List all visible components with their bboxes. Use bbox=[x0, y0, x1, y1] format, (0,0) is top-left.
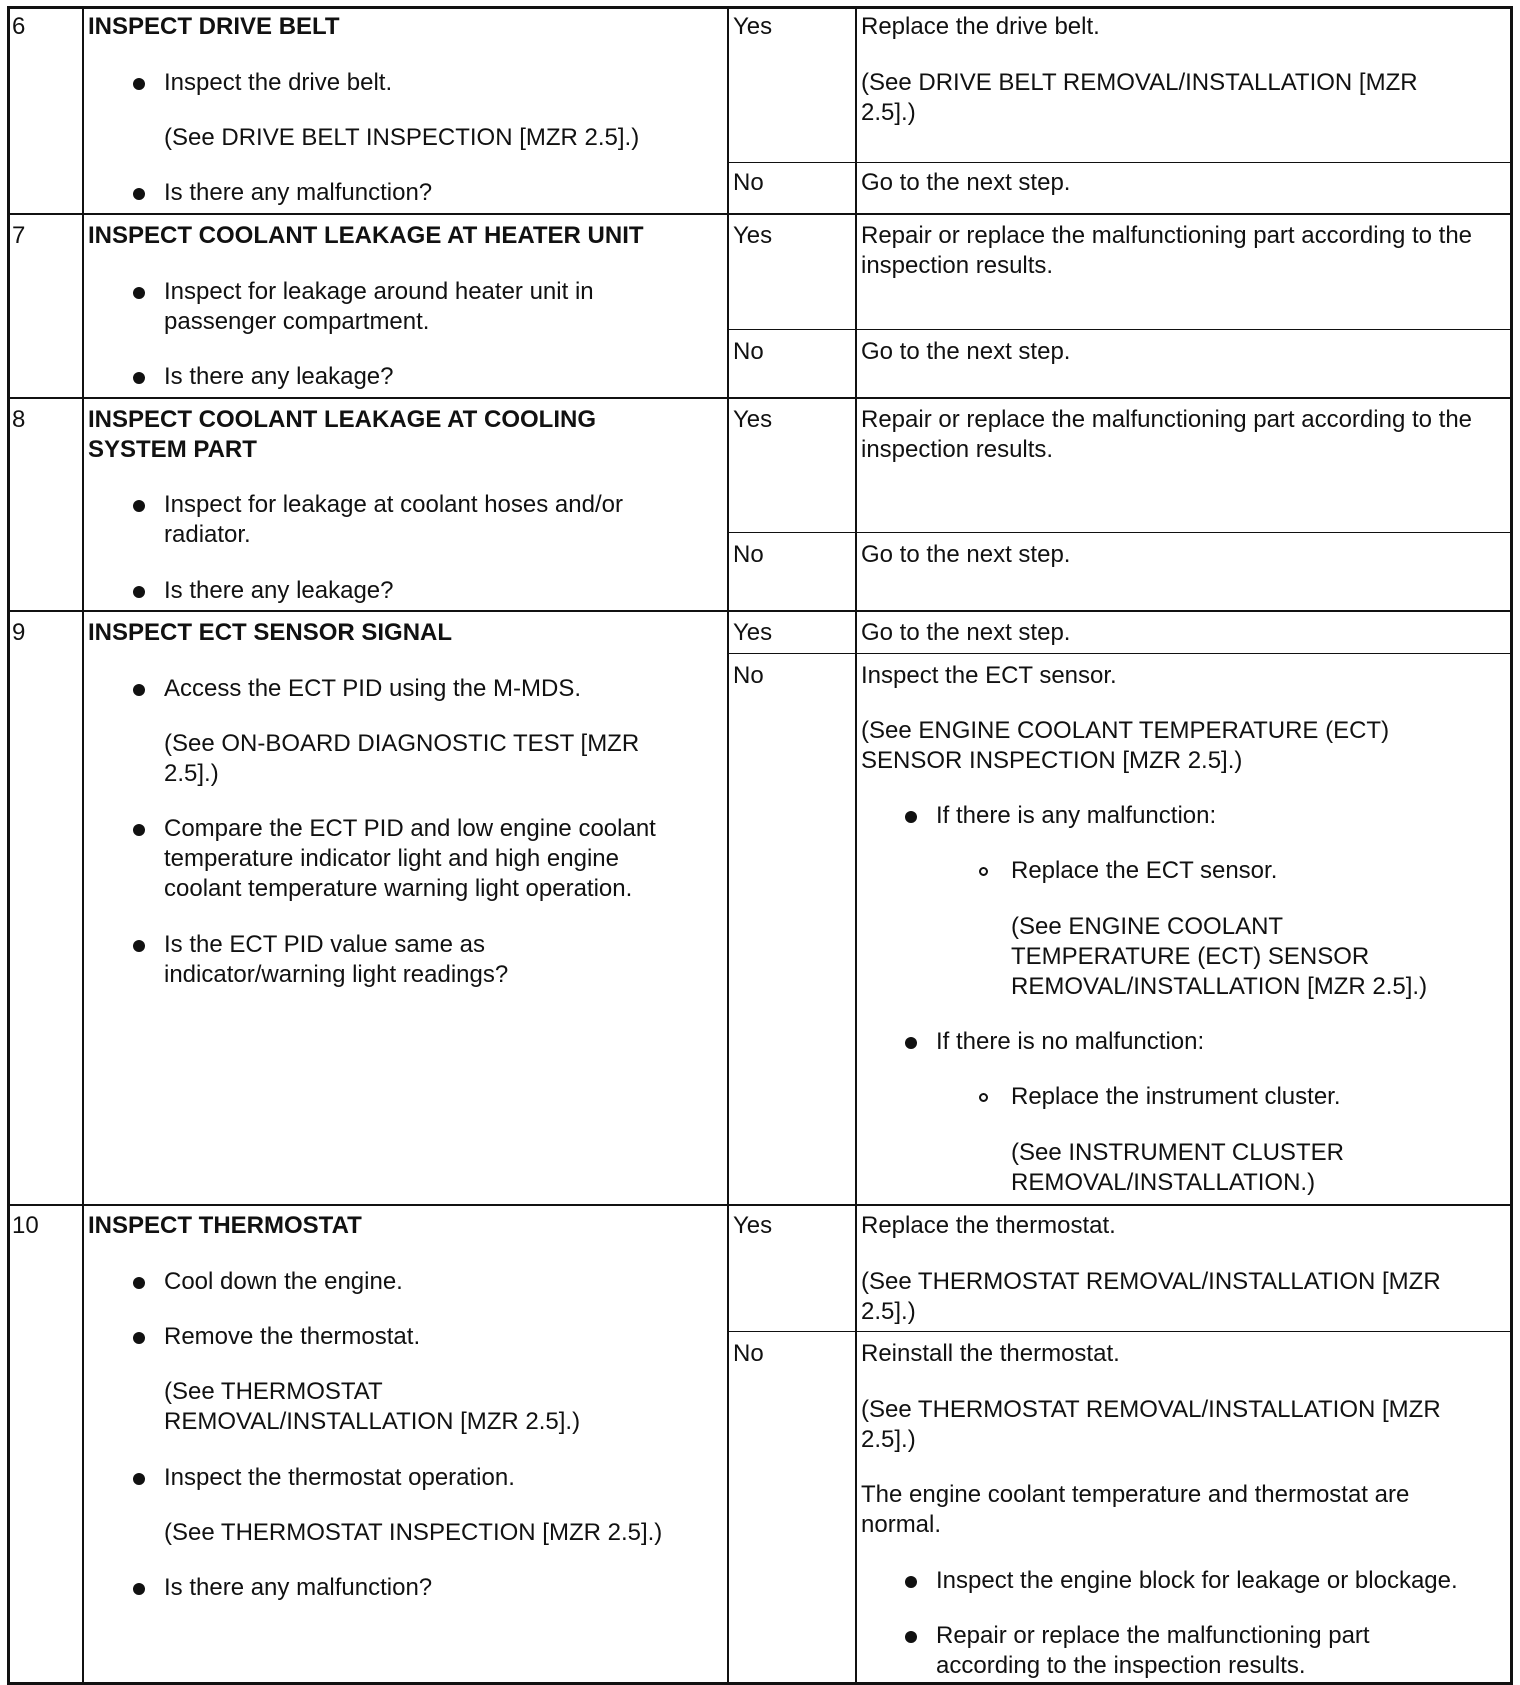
no-note: normal. bbox=[861, 1511, 942, 1538]
no-action: Go to the next step. bbox=[861, 169, 1071, 196]
step-question: Is there any malfunction? bbox=[164, 1574, 433, 1601]
step-title: INSPECT ECT SENSOR SIGNAL bbox=[88, 619, 453, 646]
step-title: INSPECT DRIVE BELT bbox=[88, 13, 340, 40]
no-label: No bbox=[733, 541, 764, 568]
no-case: If there is no malfunction: bbox=[936, 1028, 1205, 1055]
step-title: SYSTEM PART bbox=[88, 436, 257, 463]
step-action: Compare the ECT PID and low engine coolant bbox=[164, 815, 656, 842]
no-action: Reinstall the thermostat. bbox=[861, 1340, 1120, 1367]
step-number: 7 bbox=[12, 222, 26, 249]
step-reference: (See THERMOSTAT bbox=[164, 1378, 383, 1405]
yes-action: inspection results. bbox=[861, 252, 1054, 279]
no-reference: 2.5].) bbox=[861, 1426, 916, 1453]
no-label: No bbox=[733, 169, 764, 196]
yes-action: inspection results. bbox=[861, 436, 1054, 463]
column-divider-action bbox=[727, 6, 729, 1685]
step-number: 8 bbox=[12, 406, 26, 433]
yes-label: Yes bbox=[733, 1212, 773, 1239]
step-action: Inspect for leakage around heater unit in bbox=[164, 278, 594, 305]
step-action: Inspect the thermostat operation. bbox=[164, 1464, 515, 1491]
step-reference: (See ON-BOARD DIAGNOSTIC TEST [MZR bbox=[164, 730, 640, 757]
bullet-icon bbox=[133, 287, 145, 299]
step-question: Is there any leakage? bbox=[164, 363, 394, 390]
step-reference: (See DRIVE BELT INSPECTION [MZR 2.5].) bbox=[164, 124, 640, 151]
bullet-icon bbox=[133, 824, 145, 836]
no-action-item: according to the inspection results. bbox=[936, 1652, 1306, 1679]
row-divider-7-8 bbox=[7, 397, 1513, 399]
bullet-icon bbox=[133, 1583, 145, 1595]
yes-reference: 2.5].) bbox=[861, 99, 916, 126]
no-label: No bbox=[733, 1340, 764, 1367]
step-title: INSPECT THERMOSTAT bbox=[88, 1212, 362, 1239]
step-action: Remove the thermostat. bbox=[164, 1323, 421, 1350]
bullet-icon bbox=[905, 1576, 917, 1588]
bullet-icon bbox=[905, 811, 917, 823]
no-action: Go to the next step. bbox=[861, 338, 1071, 365]
no-case-reference: (See ENGINE COOLANT bbox=[1011, 913, 1284, 940]
bullet-icon bbox=[133, 1277, 145, 1289]
step-title: INSPECT COOLANT LEAKAGE AT HEATER UNIT bbox=[88, 222, 644, 249]
row-divider-6-7 bbox=[7, 213, 1513, 215]
yes-no-divider-6 bbox=[727, 162, 1513, 163]
column-divider-step bbox=[82, 6, 84, 1685]
circle-bullet-icon bbox=[979, 867, 988, 876]
bullet-icon bbox=[133, 372, 145, 384]
no-case-action: Replace the instrument cluster. bbox=[1011, 1083, 1341, 1110]
step-reference: 2.5].) bbox=[164, 760, 219, 787]
bullet-icon bbox=[133, 188, 145, 200]
step-action: passenger compartment. bbox=[164, 308, 430, 335]
yes-action: Replace the drive belt. bbox=[861, 13, 1100, 40]
step-action: coolant temperature warning light operation. bbox=[164, 875, 633, 902]
bullet-icon bbox=[133, 78, 145, 90]
step-question: Is the ECT PID value same as bbox=[164, 931, 486, 958]
yes-action: Repair or replace the malfunctioning part according to the bbox=[861, 406, 1473, 433]
row-divider-9-10 bbox=[7, 1204, 1513, 1206]
yes-reference: (See THERMOSTAT REMOVAL/INSTALLATION [MZR bbox=[861, 1268, 1441, 1295]
yes-label: Yes bbox=[733, 13, 773, 40]
no-label: No bbox=[733, 662, 764, 689]
yes-label: Yes bbox=[733, 406, 773, 433]
no-reference: (See ENGINE COOLANT TEMPERATURE (ECT) bbox=[861, 717, 1390, 744]
bullet-icon bbox=[905, 1037, 917, 1049]
step-number: 6 bbox=[12, 13, 26, 40]
column-divider-result bbox=[855, 6, 857, 1685]
row-divider-8-9 bbox=[7, 610, 1513, 612]
yes-action: Go to the next step. bbox=[861, 619, 1071, 646]
step-question: indicator/warning light readings? bbox=[164, 961, 509, 988]
step-reference: (See THERMOSTAT INSPECTION [MZR 2.5].) bbox=[164, 1519, 663, 1546]
step-number: 10 bbox=[12, 1212, 39, 1239]
no-case-reference: REMOVAL/INSTALLATION [MZR 2.5].) bbox=[1011, 973, 1428, 1000]
no-label: No bbox=[733, 338, 764, 365]
yes-no-divider-8 bbox=[727, 532, 1513, 533]
bullet-icon bbox=[133, 940, 145, 952]
yes-action: Repair or replace the malfunctioning part according to the bbox=[861, 222, 1473, 249]
bullet-icon bbox=[133, 1332, 145, 1344]
no-note: The engine coolant temperature and thermostat are bbox=[861, 1481, 1410, 1508]
no-case-reference: REMOVAL/INSTALLATION.) bbox=[1011, 1169, 1316, 1196]
no-action: Inspect the ECT sensor. bbox=[861, 662, 1117, 689]
step-question: Is there any leakage? bbox=[164, 577, 394, 604]
no-case-reference: TEMPERATURE (ECT) SENSOR bbox=[1011, 943, 1370, 970]
step-reference: REMOVAL/INSTALLATION [MZR 2.5].) bbox=[164, 1408, 581, 1435]
yes-reference: (See DRIVE BELT REMOVAL/INSTALLATION [MZR bbox=[861, 69, 1418, 96]
step-action: Inspect for leakage at coolant hoses and/or bbox=[164, 491, 623, 518]
no-action-item: Inspect the engine block for leakage or blockage. bbox=[936, 1567, 1458, 1594]
no-reference: (See THERMOSTAT REMOVAL/INSTALLATION [MZR bbox=[861, 1396, 1441, 1423]
no-action-item: Repair or replace the malfunctioning part bbox=[936, 1622, 1370, 1649]
step-number: 9 bbox=[12, 619, 26, 646]
step-action: Inspect the drive belt. bbox=[164, 69, 393, 96]
step-action: radiator. bbox=[164, 521, 251, 548]
bullet-icon bbox=[133, 500, 145, 512]
no-case-action: Replace the ECT sensor. bbox=[1011, 857, 1278, 884]
step-action: Cool down the engine. bbox=[164, 1268, 403, 1295]
step-title: INSPECT COOLANT LEAKAGE AT COOLING bbox=[88, 406, 596, 433]
yes-action: Replace the thermostat. bbox=[861, 1212, 1116, 1239]
no-case-reference: (See INSTRUMENT CLUSTER bbox=[1011, 1139, 1344, 1166]
step-action: temperature indicator light and high engine bbox=[164, 845, 619, 872]
step-question: Is there any malfunction? bbox=[164, 179, 433, 206]
bullet-icon bbox=[905, 1631, 917, 1643]
no-action: Go to the next step. bbox=[861, 541, 1071, 568]
step-action: Access the ECT PID using the M-MDS. bbox=[164, 675, 582, 702]
yes-no-divider-9 bbox=[727, 653, 1513, 654]
bullet-icon bbox=[133, 1473, 145, 1485]
yes-label: Yes bbox=[733, 619, 773, 646]
bullet-icon bbox=[133, 586, 145, 598]
yes-reference: 2.5].) bbox=[861, 1298, 916, 1325]
bullet-icon bbox=[133, 684, 145, 696]
yes-no-divider-10 bbox=[727, 1331, 1513, 1332]
no-reference: SENSOR INSPECTION [MZR 2.5].) bbox=[861, 747, 1243, 774]
yes-label: Yes bbox=[733, 222, 773, 249]
yes-no-divider-7 bbox=[727, 329, 1513, 330]
circle-bullet-icon bbox=[979, 1093, 988, 1102]
no-case: If there is any malfunction: bbox=[936, 802, 1217, 829]
